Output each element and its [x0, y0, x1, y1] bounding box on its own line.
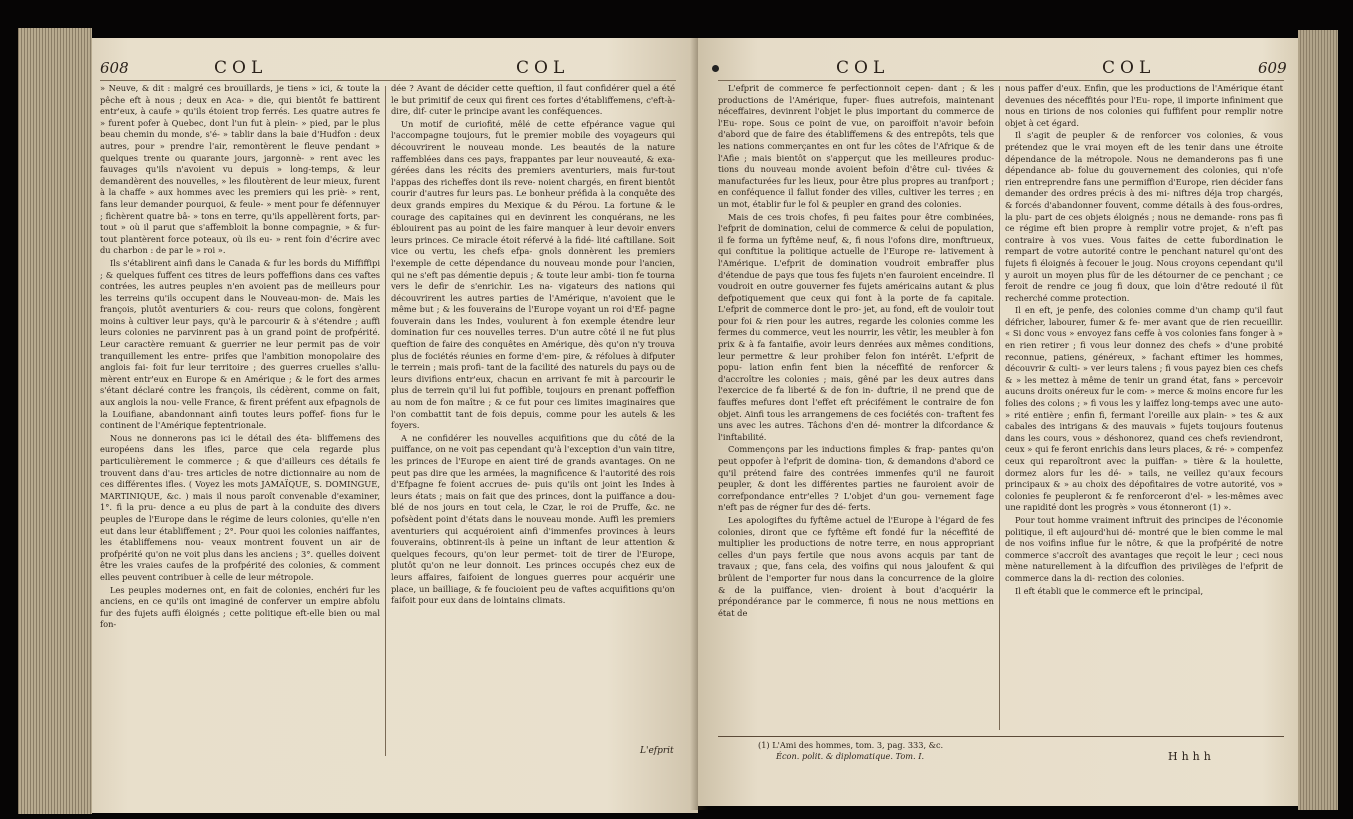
footnote-rule — [718, 736, 1284, 737]
right-header-rule — [718, 80, 1284, 81]
left-column-1 — [100, 83, 380, 632]
paragraph: Il s'agit de peupler & de renforcer vos colonies, & vous prétendez que le vrai moyen eft de les tenir dans une étroite dépendance de la métropole. Nous ne demanderons pas fi une dépendance ab- folue du gouvernement des colonies, qui n'ofe rien entreprendre fans une permiffion d'Europe, rien décider fans demander des ordres précis à des mi- niftres déja trop chargés, & forcés d'abandonner fouvent, comme détails à des fous-ordres, la plu- part de ces objets éloignés ; nous ne demande- rons pas fi ce régime eft bien propre à remplir votre projet, & n'eft pas contraire à vos vues. Vous faites de cette fubordination le rempart de votre autorité contre le penchant naturel qu'ont des fujets fi éloignés à fecouer le joug. Nous croyons cependant qu'il y auroit un moyen plus fûr de les détourner de ce penchant ; ce feroit de rendre ce joug fi doux, que loin d'être redouté il fût recherché comme protection. — [1005, 130, 1283, 303]
paragraph: Ils s'établirent ainfi dans le Canada & fur les bords du Miffiffipi ; & quelques fuffent ces titres de leurs poffeffions dans ces vaftes contrées, les autres peuples n'en avoient pas de meilleurs pour les terreins qu'ils occupent dans le Nouveau-mon- de. Mais les françois, plutôt aventuriers & cou- reurs que colons, fongèrent moins à cultiver leur pays, qu'à le parcourir & à s'étendre ; auffi leurs colonies ne parvinrent pas à un grand point de profpérité. Leur caractère remuant & guerrier ne leur permit pas de voir tranquillement les entre- prifes que l'ambition monopolaire des anglois fai- foit fur leur territoire ; des guerres cruelles s'allu- mèrent entr'eux en Europe & en Amérique ; & le fort des armes s'étant déclaré contre les françois, ils cédèrent, comme on fait, aux anglois la nou- velle France, & firent préfent aux efpagnols de la Louifiane, abandonnant ainfi toutes leurs poffef- fions fur le continent de l'Amérique feptentrionale. — [100, 257, 380, 431]
left-header-col1: COL — [214, 58, 268, 78]
right-column-divider — [999, 86, 1000, 730]
paragraph: Commençons par les inductions fimples & frap- pantes qu'on peut oppofer à l'efprit de domina- tion, & demandons d'abord ce qu'il prétend faire des contrées immenfes qu'il ne fauroit peupler, & dont les différentes parties ne fauroient avoir de correfpondance entr'elles ? L'objet d'un gou- vernement fage n'eft pas de régner fur des dé- ferts. — [718, 444, 994, 513]
left-page-edges — [18, 28, 92, 814]
paragraph: nous paffer d'eux. Enfin, que les productions de l'Amérique étant devenues des néceffités pour l'Eu- rope, il importe infiniment que nous en tirions de nos colonies qui fuffifent pour remplir notre objet à cet égard. — [1005, 83, 1283, 128]
left-column-2 — [391, 83, 675, 608]
signature-line: Écon. polit. & diplomatique. Tom. I. — [776, 751, 925, 761]
paragraph: Un motif de curiofité, mêlé de cette efpérance vague qui l'accompagne toujours, fut le premier mobile des voyageurs qui découvrirent le nouveau monde. Les beautés de la nature raffemblées dans ces pays, frappantes par leur nouveauté, & exa- gérées dans les récits des premiers aventuriers, mais fur-tout l'appas des richeffes dont ils reve- noient chargés, en firent bientôt courir d'autres fur leurs pas. Le bonheur préfida à la conquête des deux grands empires du Mexique & du Pérou. La fortune & le courage des capitaines qui en devinrent les conquérans, ne les éblouirent pas au point de les faire manquer à leur devoir envers leurs princes. Ce miracle étoit réfervé à la fidé- lité caftillane. Soit vice ou vertu, les chefs efpa- gnols donnèrent les premiers l'exemple de cette dépendance du nouveau monde pour l'ancien, qui ne s'eft pas démentie depuis ; & toute leur ambi- tion fe tourna vers le defir de s'enrichir. Les na- vigateurs des nations qui découvrirent les autres parties de l'Amérique, n'avoient que le même but ; & les fouverains de l'Europe voyant un roi d'Ef- pagne fouverain dans les Indes, voulurent à fon exemple étendre leur domination fur ces nouvelles terres. D'un autre côté il ne fut plus queftion de faire des conquêtes en Amérique, dès qu'on n'y trouva plus de fociétés réunies en forme d'em- pire, & réfolues à difputer le terrein ; mais profi- tant de la facilité des naturels du pays ou de leurs divifions entr'eux, chacun en arrivant fe mit à parcourir le plus de terrein qu'il lui fut poffible, toujours en prenant poffeffion au nom de fon maître ; & ce fut pour ces limites imaginaires que l'on combattit tant de fois depuis, comme pour les autels & les foyers. — [391, 118, 675, 431]
paragraph: Les apologiftes du fyftême actuel de l'Europe à l'égard de fes colonies, diront que ce fyftême eft fondé fur la néceffité de multiplier les productions de notre terre, en nous appropriant celles d'un pays fertile que nous avons acquis par tant de travaux ; que, fans cela, des voifins qui nous jaloufent & qui brûlent de l'emporter fur nous dans la concurrence de la gloire & de la puiffance, vien- droient à bout d'acquérir la prépondérance par le commerce, fi nous ne nous mettions en état de — [718, 514, 994, 618]
paragraph: Il en eft, je penfe, des colonies comme d'un champ qu'il faut défricher, labourer, fumer & fe- mer avant que de rien recueillir. « Si donc vous » envoyez fans ceffe à vos colonies fans fonger à » en rien retirer ; fi vous leur donnez des chefs » d'une probité reconnue, patiens, généreux, » fachant eftimer les hommes, découvrir & culti- » ver leurs talens ; fi vous payez bien ces chefs & » les mettez à même de tenir un grand état, fans » percevoir aucuns droits onéreux fur le com- » merce & moins encore fur les folies des colons ; » fi vous les y laiffez long-temps avec une auto- » rité entière ; enfin fi, fermant l'oreille aux plain- » tes & aux cabales des intrigans & des mauvais » fujets toujours foutenus dans les cours, vous » déshonorez, quand ces chefs reviendront, ceux » qui fe feront enrichis dans leurs places, & ré- » compenfez ceux qui reparoîtront avec la puiffan- » tière & la houlette, dormez alors fur les dé- » tails, ne veillez qu'aux fecours principaux & » au choix des dépofitaires de votre autorité, vos » colonies fe peupleront & fe renforceront d'el- » les-mêmes avec une rapidité dont les progrès » vous étonneront (1) ». — [1005, 305, 1283, 513]
left-page — [92, 38, 698, 813]
right-header-col2: COL — [1102, 58, 1156, 78]
right-page-number: 609 — [1258, 59, 1287, 77]
left-page-number: 608 — [100, 59, 129, 77]
paragraph: Nous ne donnerons pas ici le détail des éta- bliffemens des européens dans les ifles, parce que cela regarde plus particulièrement le commerce ; & que d'ailleurs ces détails fe trouvent dans d'au- tres articles de notre dictionnaire au nom de ces différentes ifles. ( Voyez les mots JAMAÏQUE, S. DOMINGUE, MARTINIQUE, &c. ) mais il nous paroît convenable d'examiner, 1°. fi la pru- dence a eu plus de part à la conduite des divers peuples de l'Europe dans le régime de leurs colonies, qu'elle n'en eut dans leur établiffement ; 2°. Pour quoi les colonies naiffantes, les établiffemens nou- veaux montrent fouvent un air de profpérité qu'on ne voit plus dans les anciens ; 3°. quelles doivent être les vraies caufes de la profpérité des colonies, & comment elles peuvent contribuer à celle de leur métropole. — [100, 432, 380, 582]
signature-mark: Hhhh — [1168, 750, 1215, 763]
paragraph: L'efprit de commerce fe perfectionnoit cepen- dant ; & les productions de l'Amérique, fuper- flues autrefois, maintenant néceffaires, devinrent l'objet le plus important du commerce de l'Eu- rope. Sous ce point de vue, on paroiffoit n'avoir befoin d'abord que de faire des établiffemens & des entrepôts, tels que les nations commerçantes en ont fur les côtes de l'Afrique & de l'Afie ; mais bientôt on s'apperçut que les meilleures produc- tions du nouveau monde avoient befoin d'être cul- tivées & manufacturées fur les lieux, pour être plus propres au tranfport ; en conféquence il fallut fonder des villes, cultiver les terres ; en un mot, établir fur le fol & peupler en grand des colonies. — [718, 83, 994, 209]
paragraph: Il eft établi que le commerce eft le principal, — [1015, 585, 1204, 596]
right-column-2 — [1005, 83, 1283, 598]
right-column-1 — [718, 83, 994, 620]
left-column-divider — [385, 86, 386, 756]
paragraph: A ne confidérer les nouvelles acquifitions que du côté de la puiffance, on ne voit pas cependant qu'à l'exception d'un vain titre, les princes de l'Europe en aient tiré de grands avantages. On ne peut pas dire que les armées, la magnificence & l'autorité des rois d'Efpagne fe foient accrues de- puis qu'ils ont joint les Indes à leurs états ; mais on fait que des princes, dont la puiffance a dou- blé de nos jours en tout cela, le Czar, le roi de Pruffe, &c. ne pofsèdent point d'états dans le nouveau monde. Auffi les premiers aventuriers qui acquéroient ainfi d'immenfes provinces à leurs fouverains, obtinrent-ils à peine un inftant de leur attention & quelques fecours, qu'on leur permet- toit de tirer de l'Europe, plutôt qu'on ne leur donnoit. Les princes occupés chez eux de leurs affaires, faifoient de longues guerres pour acquérir une place, un bailliage, & fe foucioient peu de vaftes acquifitions qu'on faifoit pour eux dans de lointains climats. — [391, 432, 675, 606]
paragraph: dée ? Avant de décider cette queftion, il faut confidérer quel a été le but primitif de ceux qui firent ces fortes d'établiffemens, c'eft-à-dire, dif- cuter le principe avant les conféquences. — [391, 83, 675, 117]
left-header-rule — [100, 80, 676, 81]
paragraph: » Neuve, & dit : malgré ces brouillards, je tiens » ici, & toute la pêche eft à nous ; deux en Aca- » die, qui bientôt fe battirent entr'eux, à caufe » qu'ils étoient trop ferrés. Les quatre autres fe » furent pofer à Quebec, dont l'un fut à plein- » pied, par le plus beau chemin du monde, s'é- » tablir dans la baie d'Hudfon : deux autres, pour » prendre l'air, remontèrent le fleuve pendant » quelques trente ou quarante jours, jargonnè- » rent avec les fauvages qu'ils n'avoient vu depuis » long-temps, & leur demandèrent des nouvelles, » les filoutèrent de leur mieux, furent à la chaffe » aux hommes avec les premiers qui les priè- » rent, fans leur demander pourquoi, & feule- » ment pour fe défennuyer ; fichèrent quatre bâ- » tons en terre, qu'ils appellèrent forts, par-tout » où il parut que s'affembloit la bonne compagnie, » & fur-tout plantèrent force poteaux, où ils eu- » rent foin d'écrire avec du charbon : de par le » roi ». — [100, 83, 380, 256]
paragraph: Pour tout homme vraiment inftruit des principes de l'économie politique, il eft aujourd'hui dé- montré que le bien comme le mal de nos voifins influe fur le nôtre, & que la profpérité de notre commerce s'accroît des avantages que reçoit le leur ; ceci nous mène naturellement à la difcuffion des privilèges de l'efprit de commerce dans la di- rection des colonies. — [1005, 514, 1283, 583]
left-header-col2: COL — [516, 58, 570, 78]
footnote: (1) L'Ami des hommes, tom. 3, pag. 333, &c. — [758, 740, 944, 750]
right-page — [698, 38, 1298, 806]
right-page-edges — [1298, 30, 1338, 810]
right-header-col1: COL — [836, 58, 890, 78]
catchword: L'efprit — [640, 746, 674, 756]
paragraph: Les peuples modernes ont, en fait de colonies, enchéri fur les anciens, en ce qu'ils ont imaginé de conferver un empire abfolu fur des fujets auffi éloignés ; cette politique eft-elle bien ou mal fon- — [100, 584, 380, 630]
paragraph: Mais de ces trois chofes, fi peu faites pour être combinées, l'efprit de domination, celui de commerce & celui de population, il fe forma un fyftême neuf, &, fi nous l'ofons dire, monftrueux, qui conftitue la politique actuelle de l'Europe re- lativement à l'Amérique. L'efprit de domination voudroit embraffer plus d'étendue de pays que tous fes fujets n'en fauroient enceindre. Il voudroit en outre gouverner fes fujets américains autant & plus defpotiquement que ceux qui font à la porte de fa capitale. L'efprit de commerce dont le pro- jet, au fond, eft de vouloir tout pour foi & rien pour les autres, regarde les colonies comme les fermes du commerce, veut les nourrir, les vêtir, les meubler à fon prix & à fa fantaifie, avoir leurs denrées aux mêmes conditions, leur permettre & leur prohiber felon fon intérêt. L'efprit de popu- lation enfin fent bien la néceffité de renforcer & d'accroître les colonies ; mais, gêné par les deux autres dans l'exercice de fa liberté & de fon in- duftrie, il ne prend que de fauffes mefures dont l'effet eft précifément le contraire de fon objet. Ainfi tous les arrangemens de ces fociétés con- traftent fes uns avec les autres. Tâchons d'en dé- montrer la difcordance & l'inftabilité. — [718, 211, 994, 442]
pin-icon — [712, 65, 719, 72]
